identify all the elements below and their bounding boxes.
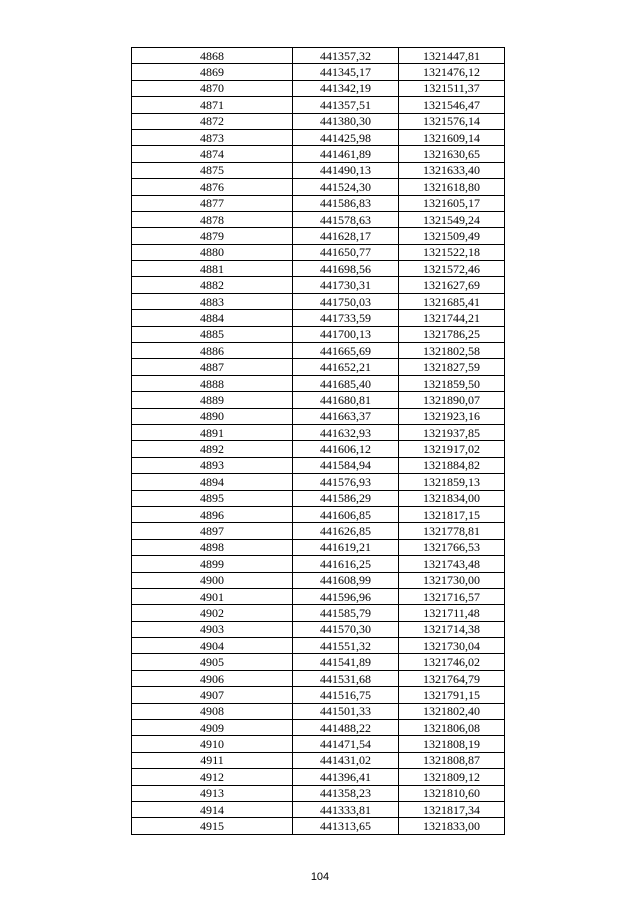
- y-coordinate-cell: 1321859,13: [399, 474, 505, 490]
- table-row: [132, 261, 505, 277]
- x-coordinate-cell: 441524,30: [293, 179, 399, 195]
- table-row: [132, 457, 505, 473]
- x-coordinate-cell: 441632,93: [293, 424, 399, 440]
- x-coordinate-cell: 441345,17: [293, 64, 399, 80]
- table-row: [132, 703, 505, 719]
- table-row: [132, 654, 505, 670]
- y-coordinate-cell: 1321884,82: [399, 457, 505, 473]
- point-number-cell: 4876: [132, 179, 293, 195]
- point-number-cell: 4887: [132, 359, 293, 375]
- x-coordinate-cell: 441606,85: [293, 506, 399, 522]
- x-coordinate-cell: 441596,96: [293, 588, 399, 604]
- y-coordinate-cell: 1321808,19: [399, 736, 505, 752]
- x-coordinate-cell: 441663,37: [293, 408, 399, 424]
- y-coordinate-cell: 1321806,08: [399, 720, 505, 736]
- point-number-cell: 4874: [132, 146, 293, 162]
- y-coordinate-cell: 1321549,24: [399, 211, 505, 227]
- x-coordinate-cell: 441606,12: [293, 441, 399, 457]
- x-coordinate-cell: 441628,17: [293, 228, 399, 244]
- point-number-cell: 4910: [132, 736, 293, 752]
- y-coordinate-cell: 1321766,53: [399, 539, 505, 555]
- point-number-cell: 4907: [132, 687, 293, 703]
- coordinates-table: [131, 47, 505, 835]
- point-number-cell: 4912: [132, 769, 293, 785]
- table-row: [132, 244, 505, 260]
- point-number-cell: 4891: [132, 424, 293, 440]
- table-row: [132, 129, 505, 145]
- y-coordinate-cell: 1321714,38: [399, 621, 505, 637]
- y-coordinate-cell: 1321778,81: [399, 523, 505, 539]
- table-row: [132, 375, 505, 391]
- point-number-cell: 4906: [132, 670, 293, 686]
- x-coordinate-cell: 441313,65: [293, 818, 399, 834]
- table-row: [132, 638, 505, 654]
- y-coordinate-cell: 1321633,40: [399, 162, 505, 178]
- y-coordinate-cell: 1321808,87: [399, 752, 505, 768]
- x-coordinate-cell: 441551,32: [293, 638, 399, 654]
- point-number-cell: 4872: [132, 113, 293, 129]
- y-coordinate-cell: 1321810,60: [399, 785, 505, 801]
- page-number: 104: [310, 871, 330, 883]
- x-coordinate-cell: 441700,13: [293, 326, 399, 342]
- table-row: [132, 179, 505, 195]
- table-row: [132, 48, 505, 64]
- x-coordinate-cell: 441578,63: [293, 211, 399, 227]
- y-coordinate-cell: 1321509,49: [399, 228, 505, 244]
- point-number-cell: 4889: [132, 392, 293, 408]
- x-coordinate-cell: 441471,54: [293, 736, 399, 752]
- point-number-cell: 4870: [132, 80, 293, 96]
- x-coordinate-cell: 441619,21: [293, 539, 399, 555]
- y-coordinate-cell: 1321576,14: [399, 113, 505, 129]
- point-number-cell: 4895: [132, 490, 293, 506]
- x-coordinate-cell: 441616,25: [293, 556, 399, 572]
- y-coordinate-cell: 1321730,04: [399, 638, 505, 654]
- point-number-cell: 4880: [132, 244, 293, 260]
- point-number-cell: 4893: [132, 457, 293, 473]
- y-coordinate-cell: 1321546,47: [399, 97, 505, 113]
- y-coordinate-cell: 1321809,12: [399, 769, 505, 785]
- y-coordinate-cell: 1321834,00: [399, 490, 505, 506]
- point-number-cell: 4877: [132, 195, 293, 211]
- table-row: [132, 752, 505, 768]
- point-number-cell: 4869: [132, 64, 293, 80]
- y-coordinate-cell: 1321627,69: [399, 277, 505, 293]
- point-number-cell: 4897: [132, 523, 293, 539]
- point-number-cell: 4878: [132, 211, 293, 227]
- y-coordinate-cell: 1321890,07: [399, 392, 505, 408]
- table-row: [132, 687, 505, 703]
- point-number-cell: 4882: [132, 277, 293, 293]
- point-number-cell: 4879: [132, 228, 293, 244]
- table-row: [132, 621, 505, 637]
- table-row: [132, 506, 505, 522]
- x-coordinate-cell: 441608,99: [293, 572, 399, 588]
- table-row: [132, 769, 505, 785]
- table-row: [132, 310, 505, 326]
- y-coordinate-cell: 1321786,25: [399, 326, 505, 342]
- y-coordinate-cell: 1321447,81: [399, 48, 505, 64]
- point-number-cell: 4901: [132, 588, 293, 604]
- table-row: [132, 392, 505, 408]
- point-number-cell: 4890: [132, 408, 293, 424]
- point-number-cell: 4909: [132, 720, 293, 736]
- point-number-cell: 4896: [132, 506, 293, 522]
- table-row: [132, 720, 505, 736]
- y-coordinate-cell: 1321522,18: [399, 244, 505, 260]
- x-coordinate-cell: 441541,89: [293, 654, 399, 670]
- y-coordinate-cell: 1321685,41: [399, 293, 505, 309]
- y-coordinate-cell: 1321476,12: [399, 64, 505, 80]
- point-number-cell: 4894: [132, 474, 293, 490]
- x-coordinate-cell: 441576,93: [293, 474, 399, 490]
- x-coordinate-cell: 441586,83: [293, 195, 399, 211]
- x-coordinate-cell: 441665,69: [293, 343, 399, 359]
- x-coordinate-cell: 441680,81: [293, 392, 399, 408]
- y-coordinate-cell: 1321730,00: [399, 572, 505, 588]
- table-row: [132, 277, 505, 293]
- y-coordinate-cell: 1321923,16: [399, 408, 505, 424]
- point-number-cell: 4888: [132, 375, 293, 391]
- table-row: [132, 474, 505, 490]
- table-row: [132, 195, 505, 211]
- y-coordinate-cell: 1321859,50: [399, 375, 505, 391]
- point-number-cell: 4883: [132, 293, 293, 309]
- point-number-cell: 4885: [132, 326, 293, 342]
- x-coordinate-cell: 441342,19: [293, 80, 399, 96]
- x-coordinate-cell: 441380,30: [293, 113, 399, 129]
- point-number-cell: 4892: [132, 441, 293, 457]
- coordinates-table-body: [132, 48, 505, 835]
- table-row: [132, 343, 505, 359]
- table-row: [132, 490, 505, 506]
- table-row: [132, 326, 505, 342]
- point-number-cell: 4900: [132, 572, 293, 588]
- x-coordinate-cell: 441626,85: [293, 523, 399, 539]
- x-coordinate-cell: 441357,51: [293, 97, 399, 113]
- table-row: [132, 97, 505, 113]
- table-row: [132, 162, 505, 178]
- table-row: [132, 736, 505, 752]
- point-number-cell: 4904: [132, 638, 293, 654]
- table-row: [132, 785, 505, 801]
- y-coordinate-cell: 1321937,85: [399, 424, 505, 440]
- point-number-cell: 4903: [132, 621, 293, 637]
- table-row: [132, 146, 505, 162]
- point-number-cell: 4913: [132, 785, 293, 801]
- y-coordinate-cell: 1321716,57: [399, 588, 505, 604]
- point-number-cell: 4871: [132, 97, 293, 113]
- y-coordinate-cell: 1321764,79: [399, 670, 505, 686]
- x-coordinate-cell: 441685,40: [293, 375, 399, 391]
- point-number-cell: 4911: [132, 752, 293, 768]
- y-coordinate-cell: 1321917,02: [399, 441, 505, 457]
- x-coordinate-cell: 441431,02: [293, 752, 399, 768]
- y-coordinate-cell: 1321833,00: [399, 818, 505, 834]
- x-coordinate-cell: 441396,41: [293, 769, 399, 785]
- y-coordinate-cell: 1321572,46: [399, 261, 505, 277]
- x-coordinate-cell: 441586,29: [293, 490, 399, 506]
- y-coordinate-cell: 1321743,48: [399, 556, 505, 572]
- table-row: [132, 441, 505, 457]
- x-coordinate-cell: 441570,30: [293, 621, 399, 637]
- table-row: [132, 801, 505, 817]
- y-coordinate-cell: 1321711,48: [399, 605, 505, 621]
- table-row: [132, 359, 505, 375]
- table-row: [132, 113, 505, 129]
- y-coordinate-cell: 1321817,34: [399, 801, 505, 817]
- table-row: [132, 572, 505, 588]
- table-row: [132, 539, 505, 555]
- y-coordinate-cell: 1321618,80: [399, 179, 505, 195]
- x-coordinate-cell: 441585,79: [293, 605, 399, 621]
- table-row: [132, 556, 505, 572]
- y-coordinate-cell: 1321609,14: [399, 129, 505, 145]
- x-coordinate-cell: 441730,31: [293, 277, 399, 293]
- point-number-cell: 4905: [132, 654, 293, 670]
- x-coordinate-cell: 441531,68: [293, 670, 399, 686]
- point-number-cell: 4873: [132, 129, 293, 145]
- point-number-cell: 4868: [132, 48, 293, 64]
- y-coordinate-cell: 1321744,21: [399, 310, 505, 326]
- point-number-cell: 4881: [132, 261, 293, 277]
- y-coordinate-cell: 1321802,58: [399, 343, 505, 359]
- point-number-cell: 4886: [132, 343, 293, 359]
- table-row: [132, 523, 505, 539]
- table-row: [132, 64, 505, 80]
- table-row: [132, 211, 505, 227]
- table-row: [132, 228, 505, 244]
- y-coordinate-cell: 1321827,59: [399, 359, 505, 375]
- table-row: [132, 588, 505, 604]
- y-coordinate-cell: 1321791,15: [399, 687, 505, 703]
- point-number-cell: 4902: [132, 605, 293, 621]
- y-coordinate-cell: 1321605,17: [399, 195, 505, 211]
- y-coordinate-cell: 1321802,40: [399, 703, 505, 719]
- x-coordinate-cell: 441490,13: [293, 162, 399, 178]
- x-coordinate-cell: 441488,22: [293, 720, 399, 736]
- x-coordinate-cell: 441650,77: [293, 244, 399, 260]
- table-row: [132, 424, 505, 440]
- x-coordinate-cell: 441333,81: [293, 801, 399, 817]
- x-coordinate-cell: 441461,89: [293, 146, 399, 162]
- table-row: [132, 408, 505, 424]
- point-number-cell: 4914: [132, 801, 293, 817]
- table-row: [132, 670, 505, 686]
- table-row: [132, 293, 505, 309]
- y-coordinate-cell: 1321630,65: [399, 146, 505, 162]
- point-number-cell: 4898: [132, 539, 293, 555]
- x-coordinate-cell: 441750,03: [293, 293, 399, 309]
- x-coordinate-cell: 441698,56: [293, 261, 399, 277]
- x-coordinate-cell: 441733,59: [293, 310, 399, 326]
- table-row: [132, 605, 505, 621]
- point-number-cell: 4915: [132, 818, 293, 834]
- y-coordinate-cell: 1321746,02: [399, 654, 505, 670]
- x-coordinate-cell: 441425,98: [293, 129, 399, 145]
- y-coordinate-cell: 1321817,15: [399, 506, 505, 522]
- x-coordinate-cell: 441516,75: [293, 687, 399, 703]
- point-number-cell: 4875: [132, 162, 293, 178]
- x-coordinate-cell: 441501,33: [293, 703, 399, 719]
- table-row: [132, 818, 505, 834]
- point-number-cell: 4908: [132, 703, 293, 719]
- point-number-cell: 4884: [132, 310, 293, 326]
- x-coordinate-cell: 441584,94: [293, 457, 399, 473]
- table-row: [132, 80, 505, 96]
- x-coordinate-cell: 441652,21: [293, 359, 399, 375]
- x-coordinate-cell: 441358,23: [293, 785, 399, 801]
- point-number-cell: 4899: [132, 556, 293, 572]
- y-coordinate-cell: 1321511,37: [399, 80, 505, 96]
- x-coordinate-cell: 441357,32: [293, 48, 399, 64]
